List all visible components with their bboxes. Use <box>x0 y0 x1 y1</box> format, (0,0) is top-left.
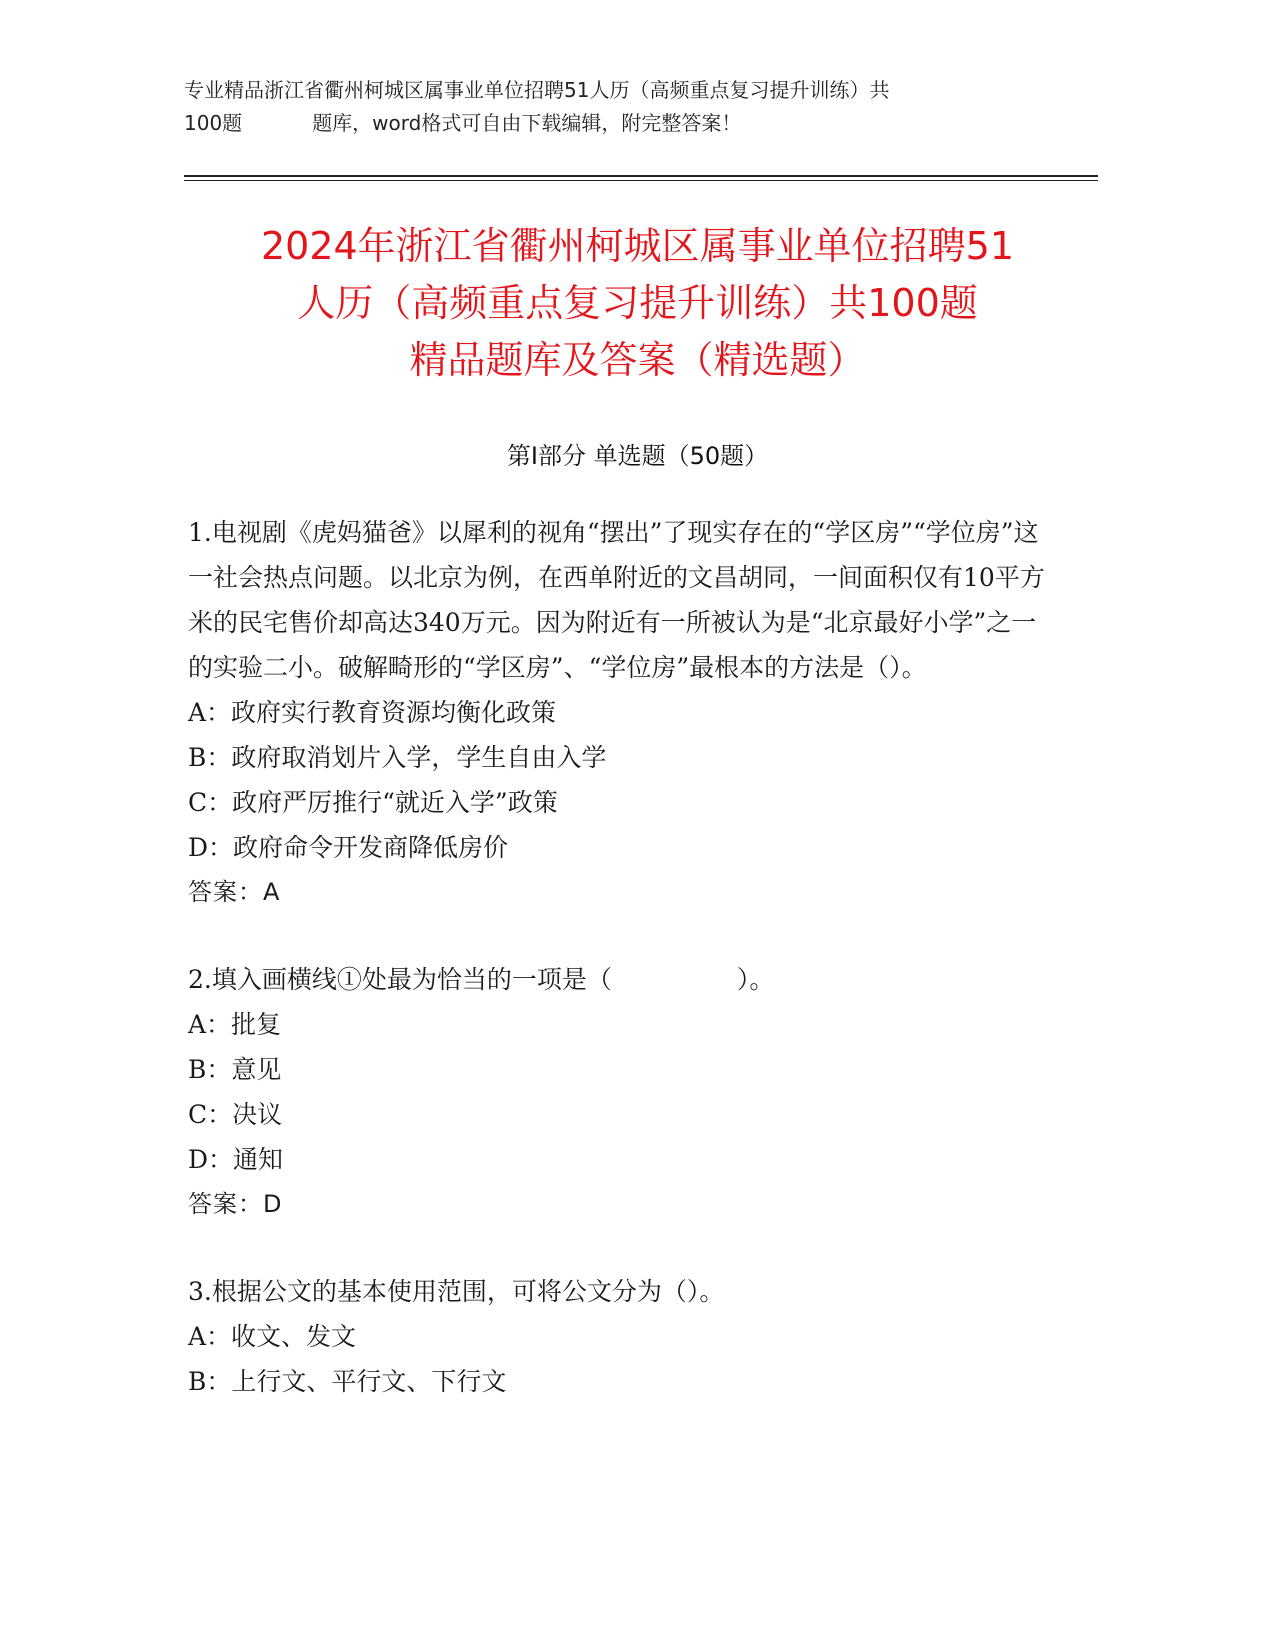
option-a: A：政府实行教育资源均衡化政策 <box>188 698 557 727</box>
option-b: B：上行文、平行文、下行文 <box>188 1367 507 1396</box>
question-spacer <box>188 915 1058 957</box>
question-stem: 1.电视剧《虎妈猫爸》以犀利的视角“摆出”了现实存在的“学区房”“学位房”这一社会热点问题。以北京为例，在西单附近的文昌胡同，一间面积仅有10平方米的民宅售价却高达340万元。因为附近有一所被认为是“北京最好小学”之一的实验二小。破解畸形的“学区房”、“学位房”最根本的方法是（）。 <box>188 518 1045 682</box>
header-line-2-left: 100题 <box>184 111 243 135</box>
option-b: B：政府取消划片入学，学生自由入学 <box>188 743 607 772</box>
title-line-3: 精品题库及答案（精选题） <box>409 338 866 382</box>
section-heading: 第Ⅰ部分 单选题（50题） <box>506 442 769 470</box>
question-list <box>188 510 1058 1404</box>
option-c: C：决议 <box>188 1100 283 1129</box>
option-d: D：政府命令开发商降低房价 <box>188 833 509 862</box>
title-line-1: 2024年浙江省衢州柯城区属事业单位招聘51 <box>260 224 1015 268</box>
option-a: A：收文、发文 <box>188 1322 357 1351</box>
header-line-1: 专业精品浙江省衢州柯城区属事业单位招聘51人历（高频重点复习提升训练）共 <box>184 78 890 102</box>
option-b: B：意见 <box>188 1055 282 1084</box>
option-d: D：通知 <box>188 1145 284 1174</box>
question-1 <box>188 510 1058 915</box>
header-divider-thick <box>184 175 1098 177</box>
option-c: C：政府严厉推行“就近入学”政策 <box>188 788 558 817</box>
document-header <box>184 74 1084 140</box>
answer-line: 答案：D <box>188 1190 283 1218</box>
header-line-2 <box>184 107 1084 140</box>
header-line-2-right: 题库，word格式可自由下载编辑，附完整答案！ <box>312 111 742 135</box>
question-2 <box>188 957 1058 1227</box>
title-line-2: 人历（高频重点复习提升训练）共100题 <box>297 281 978 325</box>
question-stem: 2.填入画横线①处最为恰当的一项是（ ）。 <box>188 965 775 994</box>
question-3 <box>188 1269 1058 1404</box>
option-a: A：批复 <box>188 1010 282 1039</box>
answer-line: 答案：A <box>188 878 281 906</box>
question-stem: 3.根据公文的基本使用范围，可将公文分为（）。 <box>188 1277 725 1306</box>
header-divider-thin <box>184 180 1098 181</box>
document-title <box>150 218 1125 389</box>
question-spacer <box>188 1227 1058 1269</box>
